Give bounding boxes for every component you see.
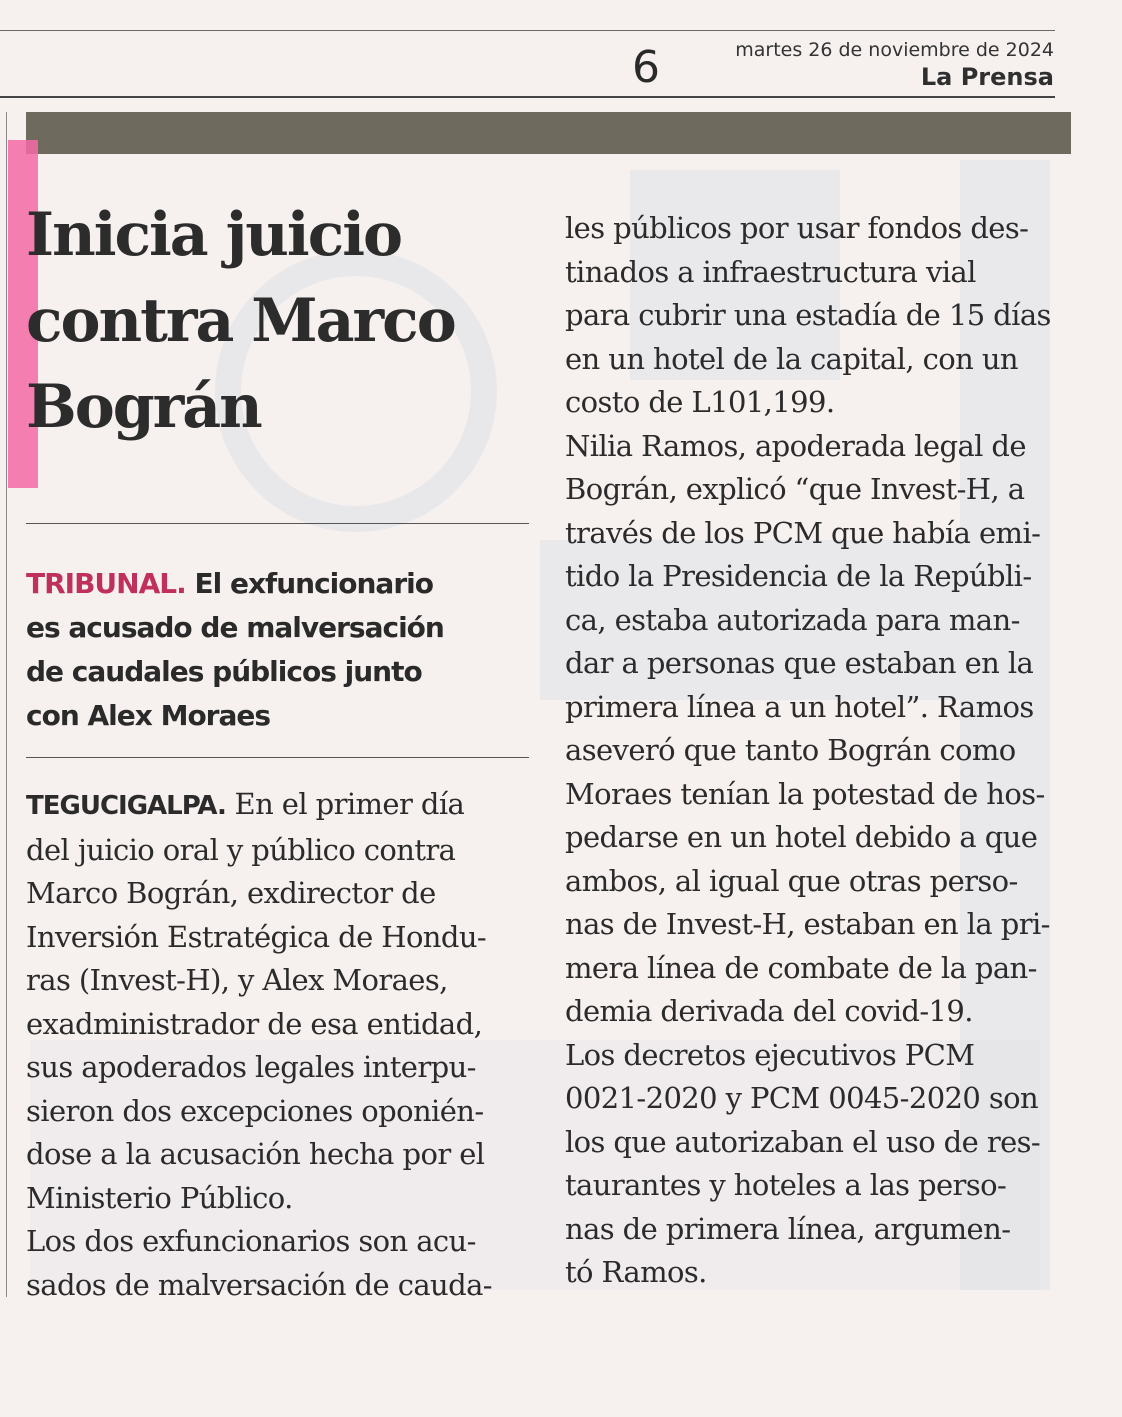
body-line: tó Ramos.: [565, 1255, 707, 1289]
body-line: ras (Invest-H), y Alex Moraes,: [26, 963, 448, 997]
deck-line: es acusado de malversación: [26, 611, 444, 644]
margin-line: [6, 112, 7, 1297]
body-column-left: [26, 783, 536, 1307]
body-line: del juicio oral y público contra: [26, 832, 456, 867]
headline-line: Bográn: [26, 372, 261, 442]
body-line: taurantes y hoteles a las perso-: [565, 1168, 1007, 1202]
body-line: costo de L101,199.: [565, 385, 835, 419]
body-line: Marco Bográn, exdirector de: [26, 876, 436, 910]
body-line: nas de primera línea, argumen-: [565, 1211, 1011, 1246]
body-line: para cubrir una estadía de 15 días: [565, 298, 1051, 332]
body-line: Inversión Estratégica de Hondu-: [26, 919, 487, 954]
section-band: [26, 112, 1071, 154]
body-column-right: [565, 207, 1070, 1295]
body-line: [26, 783, 536, 829]
body-line: los que autorizaban el uso de res-: [565, 1124, 1041, 1159]
body-line: sus apoderados legales interpu-: [26, 1050, 476, 1084]
body-line: mera línea de combate de la pan-: [565, 950, 1037, 985]
deck-top-rule: [26, 523, 529, 524]
deck-kicker: TRIBUNAL.: [26, 567, 186, 600]
body-line: sados de malversación de cauda-: [26, 1267, 492, 1302]
body-line: Nilia Ramos, apoderada legal de: [565, 428, 1026, 463]
body-line: sieron dos excepciones oponién-: [26, 1093, 484, 1128]
body-line: en un hotel de la capital, con un: [565, 341, 1018, 376]
body-line: 0021-2020 y PCM 0045-2020 son: [565, 1081, 1039, 1115]
deck-line: [26, 562, 529, 606]
body-text: En el primer día: [225, 787, 465, 821]
deck-bottom-rule: [26, 757, 529, 758]
body-line: pedarse en un hotel debido a que: [565, 820, 1038, 854]
body-line: demia derivada del covid-19.: [565, 994, 973, 1028]
body-line: través de los PCM que había emi-: [565, 515, 1041, 550]
page-number: 6: [632, 42, 660, 93]
dateline: TEGUCIGALPA.: [26, 791, 226, 821]
body-line: primera línea a un hotel”. Ramos: [565, 689, 1034, 724]
top-rule: [0, 30, 1055, 31]
body-line: Bográn, explicó “que Invest-H, a: [565, 472, 1025, 506]
body-line: Los dos exfuncionarios son acu-: [26, 1224, 476, 1258]
body-line: les públicos por usar fondos des-: [565, 211, 1029, 245]
body-line: tinados a infraestructura vial: [565, 254, 976, 289]
deck-text: El exfuncionario: [185, 567, 433, 600]
newspaper-name: La Prensa: [920, 63, 1054, 91]
body-line: Moraes tenían la potestad de hos-: [565, 776, 1045, 811]
body-line: dose a la acusación hecha por el: [26, 1137, 485, 1171]
body-line: nas de Invest-H, estaban en la pri-: [565, 907, 1050, 941]
body-line: Los decretos ejecutivos PCM: [565, 1037, 975, 1072]
deck-line: con Alex Moraes: [26, 699, 271, 732]
body-line: tido la Presidencia de la Repúbli-: [565, 559, 1032, 593]
deck-line: de caudales públicos junto: [26, 655, 422, 688]
masthead-rule: [0, 96, 1055, 98]
body-line: aseveró que tanto Bográn como: [565, 733, 1016, 767]
headline-line: Inicia juicio: [26, 200, 402, 270]
issue-date: martes 26 de noviembre de 2024: [735, 39, 1054, 61]
body-line: ca, estaba autorizada para man-: [565, 602, 1020, 637]
body-line: ambos, al igual que otras perso-: [565, 863, 1018, 898]
body-line: Ministerio Público.: [26, 1180, 293, 1215]
deck-summary: [26, 562, 529, 738]
body-line: exadministrador de esa entidad,: [26, 1006, 483, 1041]
headline-line: contra Marco: [26, 286, 455, 356]
headline: [26, 192, 546, 450]
body-line: dar a personas que estaban en la: [565, 646, 1034, 680]
